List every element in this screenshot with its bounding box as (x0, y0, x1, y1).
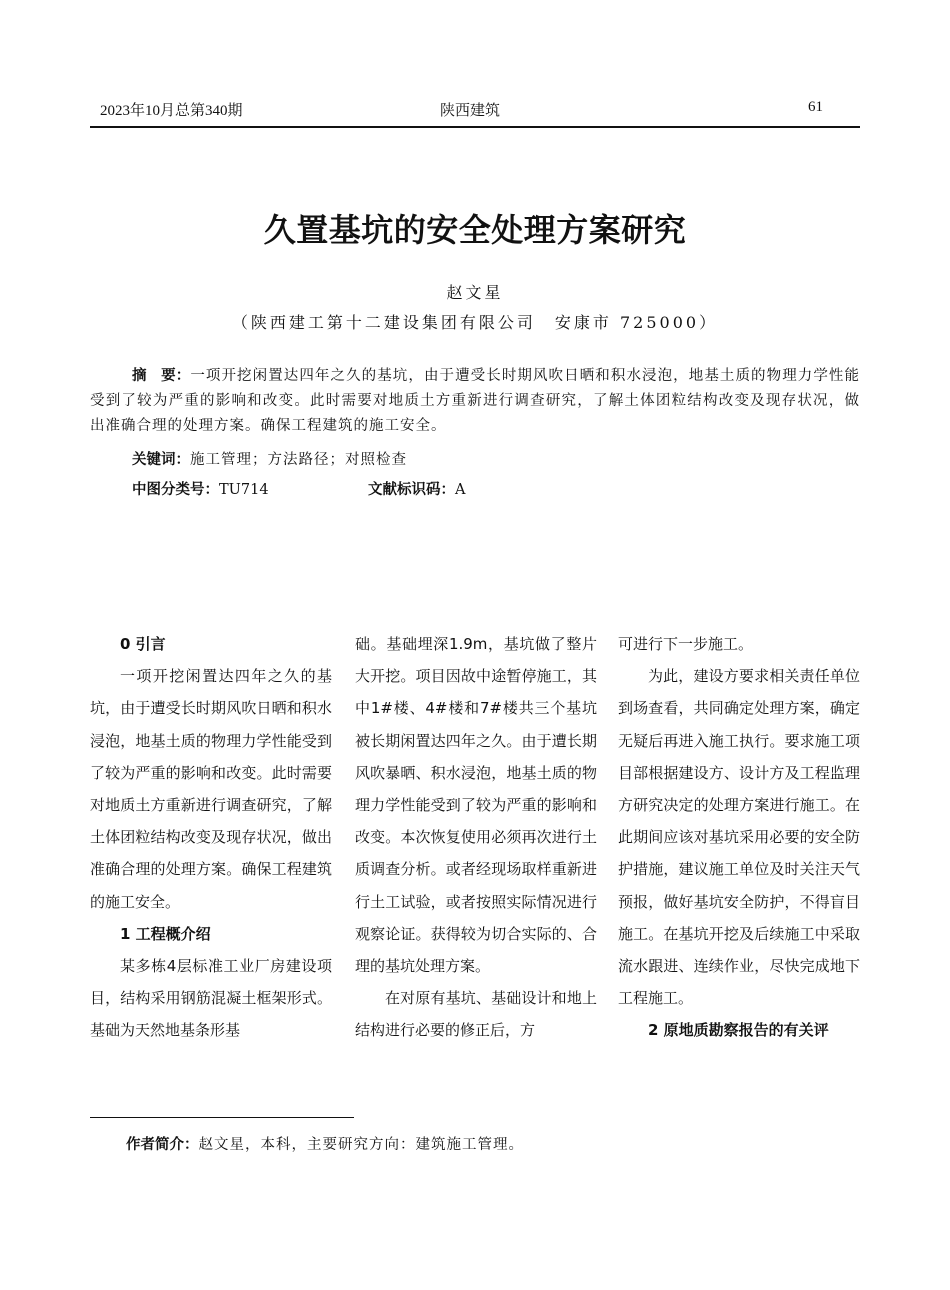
keywords (132, 448, 407, 473)
clc-number (132, 478, 269, 503)
paragraph: 某多栋4层标准工业厂房建设项目，结构采用钢筋混凝土框架形式。基础为天然地基条形基 (90, 957, 332, 1040)
section-heading-project: 1 工程概介绍 (120, 924, 211, 943)
document-code-value: A (455, 482, 466, 498)
abstract-label: 摘 要： (132, 368, 191, 384)
header-rule (90, 126, 860, 128)
keywords-label: 关键词： (132, 452, 190, 468)
page-number: 61 (808, 99, 823, 115)
body-column-2 (355, 628, 597, 1047)
abstract-text: 一项开挖闲置达四年之久的基坑，由于遭受长时期风吹日晒和积水浸泡，地基土质的物理力学性能受到了较为严重的影响和改变。此时需要对地质土方重新进行调查研究，了解土体团粒结构改变及现存状况，做出准确合理的处理方案。确保工程建筑的施工安全。 (90, 368, 861, 434)
paragraph: 为此，建设方要求相关责任单位到场查看，共同确定处理方案，确定无疑后再进入施工执行。要求施工项目部根据建设方、设计方及工程监理方研究决定的处理方案进行施工。在此期间应该对基坑采用必要的安全防护措施，建议施工单位及时关注天气预报，做好基坑安全防护，不得盲目施工。在基坑开挖及后续施工中采取流水跟进、连续作业，尽快完成地下工程施工。 (618, 667, 860, 1008)
author-footnote (126, 1133, 524, 1154)
body-column-3 (618, 628, 860, 1047)
paragraph: 础。基础埋深1.9m，基坑做了整片大开挖。项目因故中途暂停施工，其中1#楼、4#楼和7#楼共三个基坑被长期闲置达四年之久。由于遭长期风吹暴晒、积水浸泡，地基土质的物理力学性能受到了较为严重的影响和改变。本次恢复使用必须再次进行土质调查分析。或者经现场取样重新进行土工试验，或者按照实际情况进行观察论证。获得较为切合实际的、合理的基坑处理方案。 (355, 635, 597, 976)
paragraph: 可进行下一步施工。 (618, 635, 754, 653)
section-heading-introduction: 0 引言 (120, 635, 166, 653)
abstract (90, 364, 860, 439)
footnote-text: 赵文星，本科，主要研究方向：建筑施工管理。 (198, 1137, 524, 1153)
section-heading-geology: 2 原地质勘察报告的有关评 (648, 1021, 829, 1040)
clc-label: 中图分类号： (132, 482, 219, 498)
footnote-label: 作者简介： (126, 1137, 199, 1153)
issue-info: 2023年10月总第340期 (100, 103, 243, 119)
clc-value: TU714 (219, 482, 269, 498)
paragraph: 在对原有基坑、基础设计和地上结构进行必要的修正后，方 (355, 989, 597, 1040)
document-code-label: 文献标识码： (368, 482, 455, 498)
journal-name: 陕西建筑 (440, 103, 501, 119)
paragraph: 一项开挖闲置达四年之久的基坑，由于遭受长时期风吹日晒和积水浸泡，地基土质的物理力学性能受到了较为严重的影响和改变。此时需要对地质土方重新进行调查研究，了解土体团粒结构改变及现存状况，做出准确合理的处理方案。确保工程建筑的施工安全。 (90, 667, 332, 911)
article-title: 久置基坑的安全处理方案研究 (263, 211, 687, 249)
body-column-1 (90, 628, 332, 1047)
footnote-rule (90, 1117, 354, 1118)
author-affiliation: （陕西建工第十二建设集团有限公司 安康市 725000） (231, 313, 719, 332)
document-code (368, 478, 465, 503)
keywords-text: 施工管理；方法路径；对照检查 (190, 452, 407, 468)
article-author: 赵文星 (446, 283, 504, 302)
